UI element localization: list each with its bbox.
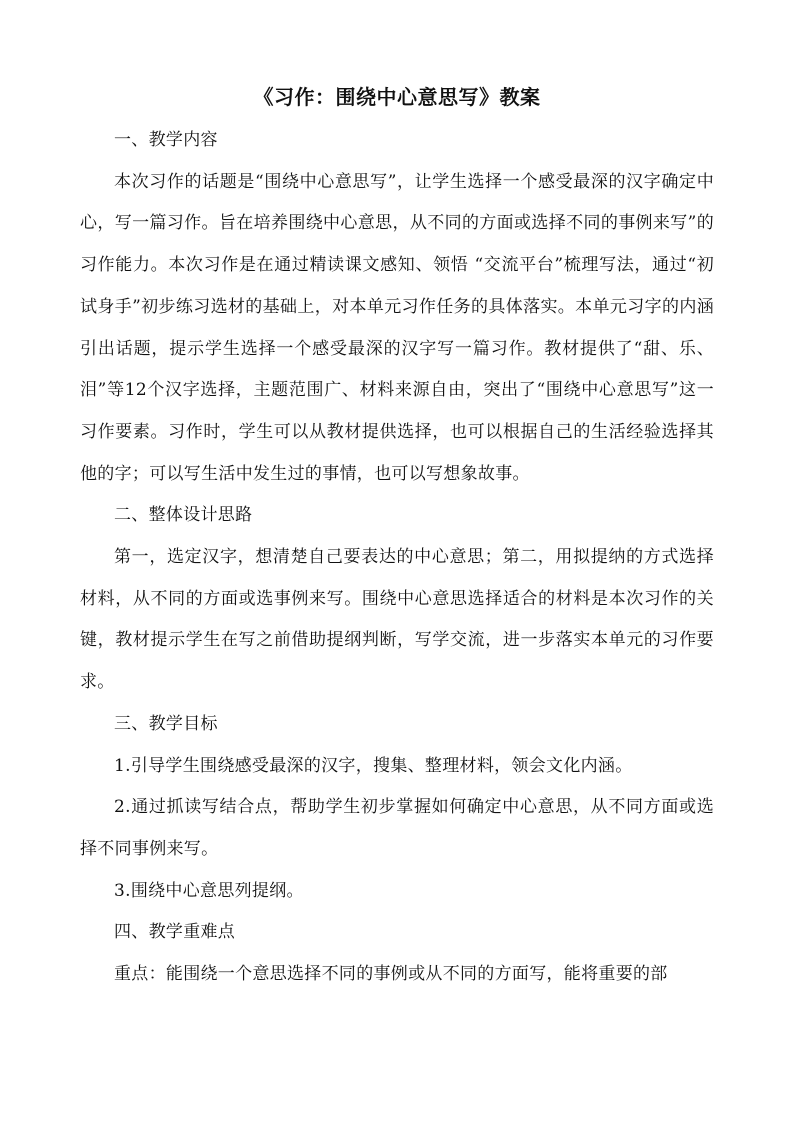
document-body	[80, 120, 714, 996]
paragraph-goal-1: 1.引导学生围绕感受最深的汉字，搜集、整理材料，领会文化内涵。	[114, 755, 633, 776]
section-heading-key-difficulties: 四、教学重难点	[114, 922, 236, 943]
paragraph-design-approach: 第一，选定汉字，想清楚自己要表达的中心意思；第二，用拟提纳的方式选择材料，从不同的方面或选事例来写。围绕中心意思选择适合的材料是本次习作的关键，教材提示学生在写之前借助提纲判断，写学交流，进一步落实本单元的习作要求。	[80, 547, 714, 693]
paragraph-goal-2: 2.通过抓读写结合点，帮助学生初步掌握如何确定中心意思，从不同方面或选择不同事例来写。	[80, 797, 714, 859]
paragraph-key-points: 重点：能围绕一个意思选择不同的事例或从不同的方面写，能将重要的部	[114, 964, 668, 985]
section-heading-teaching-content: 一、教学内容	[114, 130, 218, 150]
document-title: 《习作：围绕中心意思写》教案	[253, 85, 541, 109]
paragraph-goal-3: 3.围绕中心意思列提纲。	[114, 880, 304, 901]
paragraph-teaching-content: 本次习作的话题是“围绕中心意思写”，让学生选择一个感受最深的汉字确定中心，写一篇习作。旨在培养围绕中心意思，从不同的方面或选择不同的事例来写”的习作能力。本次习作是在通过精读课文感知、领悟 “交流平台”梳理写法，通过“初试身手”初步练习选材的基础上，对本单元习作任务的具体落实。本单元习字的内涵引出话题，提示学生选择一个感受最深的汉字写一篇习作。教材提供了“甜、乐、泪”等12个汉字选择，主题范围广、材料来源自由，突出了“围绕中心意思写”这一习作要素。习作时，学生可以从教材提供选择，也可以根据自己的生活经验选择其他的字；可以写生活中发生过的事情，也可以写想象故事。	[80, 171, 714, 484]
section-heading-teaching-goals: 三、教学目标	[114, 713, 218, 734]
section-heading-design-approach: 二、整体设计思路	[114, 505, 253, 526]
